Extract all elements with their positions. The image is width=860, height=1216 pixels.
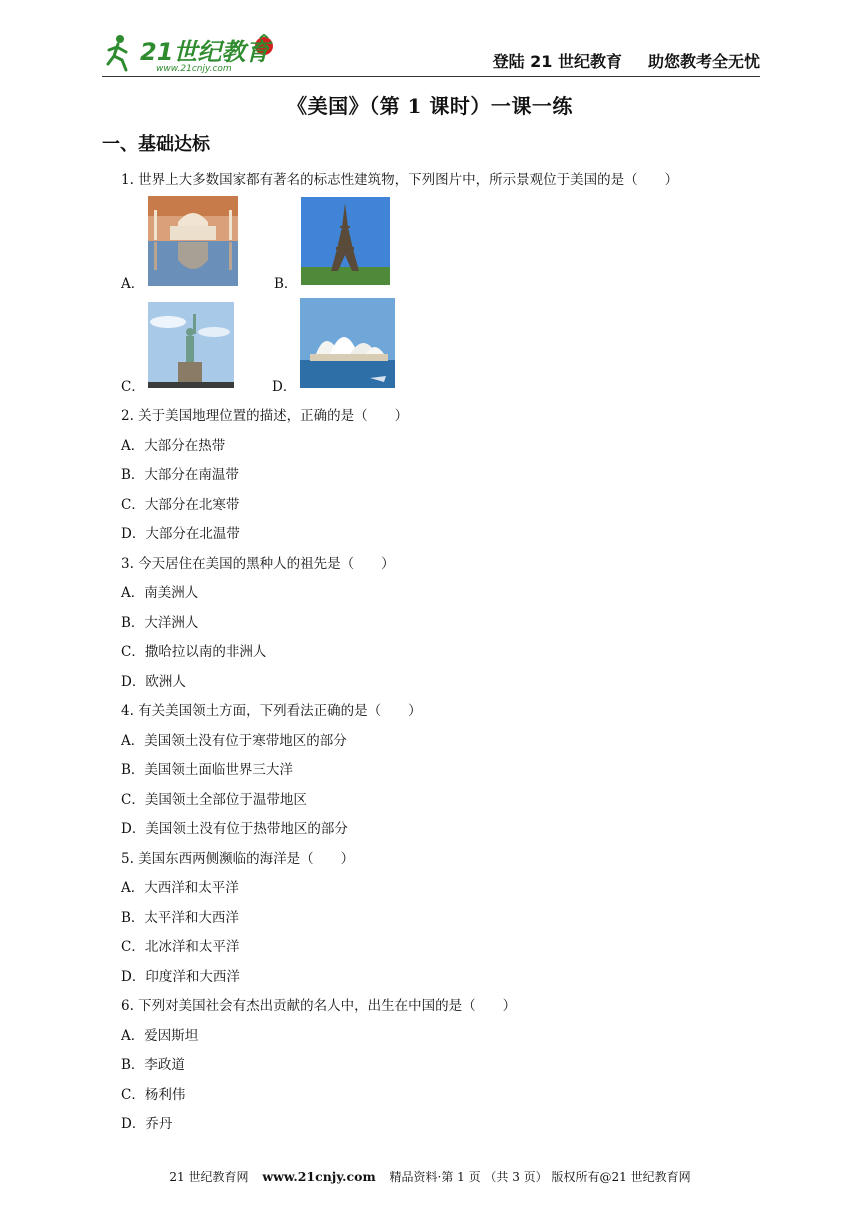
q6-option-d: D．乔丹 [121,1116,173,1132]
q3-option-c: C．撒哈拉以南的非洲人 [121,644,267,660]
q3-option-d: D．欧洲人 [121,674,186,690]
q1-option-b-label: B． [274,276,298,292]
q3-option-a: A．南美洲人 [121,585,199,601]
q2-stem: 2. 关于美国地理位置的描述，正确的是（ ） [121,408,409,424]
q5-option-d: D．印度洋和大西洋 [121,969,240,985]
eiffel-tower-image [301,197,390,285]
logo-subtext: www.21cnjy.com [156,64,232,74]
page-title: 《美国》（第 1 课时）一课一练 [287,94,573,118]
q6-option-a: A．爱因斯坦 [121,1028,199,1044]
q1-option-d-label: D． [272,379,297,395]
q3-option-b: B．大洋洲人 [121,615,199,631]
logo-21cnjy [104,30,284,74]
header-slogan-1: 登陆 21 世纪教育 [492,52,622,71]
q5-option-b: B．太平洋和大西洋 [121,910,239,926]
q5-option-a: A．大西洋和太平洋 [121,880,239,896]
q4-option-a: A．美国领土没有位于寒带地区的部分 [121,733,347,749]
q6-option-c: C．杨利伟 [121,1087,186,1103]
header-slogan [493,49,760,72]
section-heading: 一、基础达标 [102,134,210,155]
q4-option-c: C．美国领土全部位于温带地区 [121,792,307,808]
q5-option-c: C．北冰洋和太平洋 [121,939,240,955]
footer-page-info: 精品资料·第 1 页 （共 3 页） 版权所有@21 世纪教育网 [389,1170,691,1184]
footer-site-name: 21 世纪教育网 [169,1170,249,1184]
sydney-opera-house-image [300,298,395,388]
q1-option-a-label: A． [121,276,145,292]
header-slogan-2: 助您教考全无忧 [647,52,760,71]
q2-option-a: A．大部分在热带 [121,438,226,454]
q6-option-b: B．李政道 [121,1057,185,1073]
footer-url-link[interactable]: www.21cnjy.com [262,1169,376,1184]
q2-option-d: D．大部分在北温带 [121,526,240,542]
q4-stem: 4. 有关美国领土方面，下列看法正确的是（ ） [121,703,422,719]
q1-stem: 1. 世界上大多数国家都有著名的标志性建筑物，下列图片中，所示景观位于美国的是（ ） [121,172,679,188]
q2-option-b: B．大部分在南温带 [121,467,239,483]
q4-option-d: D．美国领土没有位于热带地区的部分 [121,821,348,837]
q3-stem: 3. 今天居住在美国的黑种人的祖先是（ ） [121,556,395,572]
statue-of-liberty-image [148,302,234,388]
q5-stem: 5. 美国东西两侧濒临的海洋是（ ） [121,851,355,867]
q2-option-c: C．大部分在北寒带 [121,497,240,513]
page-header [102,30,760,77]
logo-text: 21世纪教育 [140,38,270,66]
q4-option-b: B．美国领土面临世界三大洋 [121,762,293,778]
taj-mahal-image [148,196,238,286]
q6-stem: 6. 下列对美国社会有杰出贡献的名人中，出生在中国的是（ ） [121,998,517,1014]
page-footer [0,1168,860,1185]
q1-option-c-label: C． [121,379,145,395]
